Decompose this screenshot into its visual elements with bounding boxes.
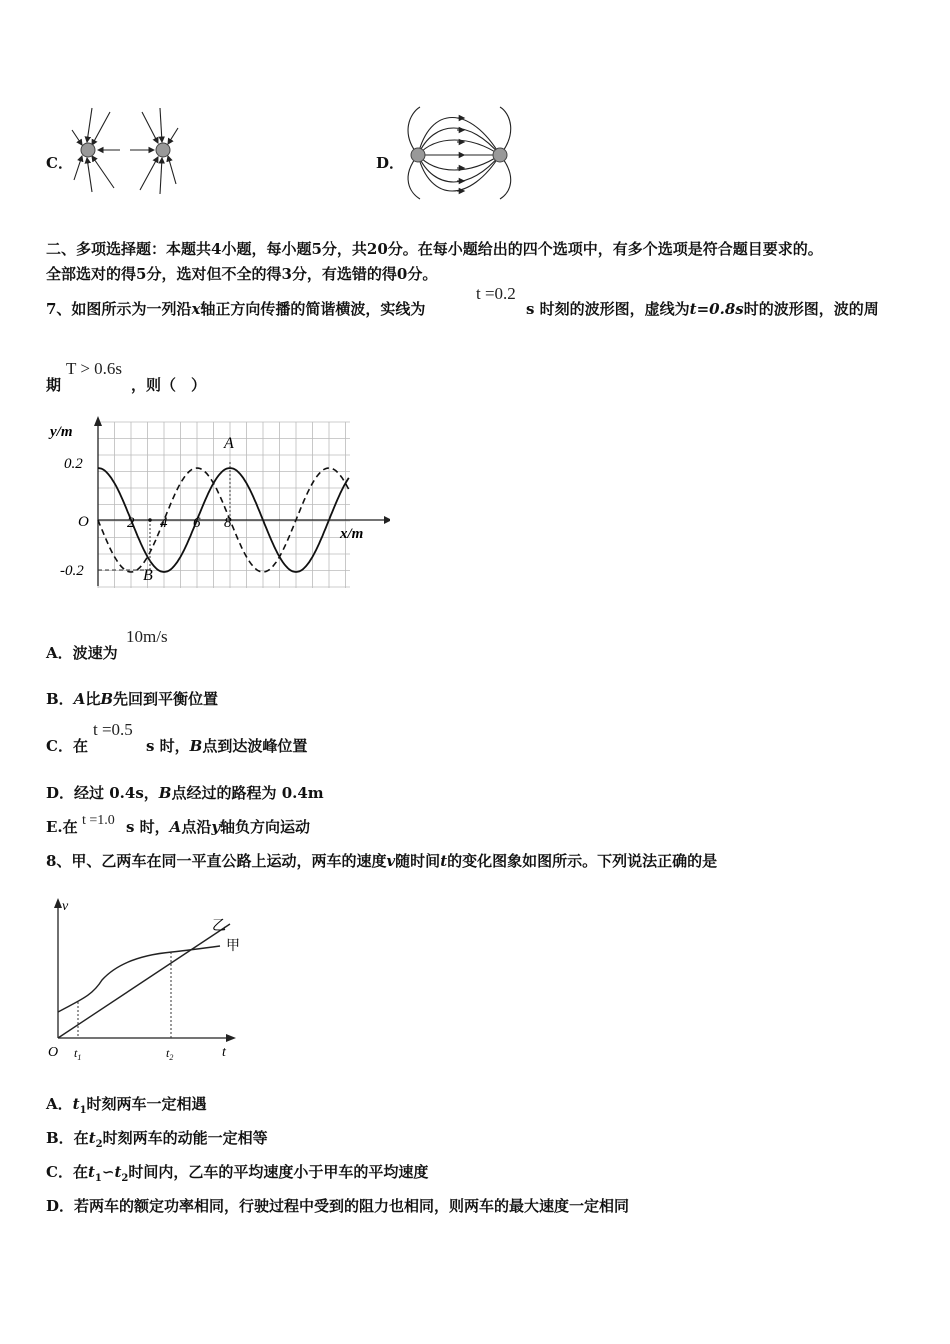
q8-stem: 8、甲、乙两车在同一平直公路上运动，两车的速度v随时间t的变化图象如图所示。下列说法正确的是 bbox=[46, 852, 718, 870]
line-yi bbox=[58, 924, 230, 1038]
wave-graph bbox=[40, 410, 390, 600]
wave-point-b: B bbox=[143, 567, 153, 584]
q7-stem-line1b: s 时刻的波形图，虚线为t=0.8s时的波形图，波的周 bbox=[526, 300, 879, 318]
vt-label-yi: 乙 bbox=[212, 919, 226, 934]
q7-option-a: A．波速为 bbox=[46, 644, 118, 662]
vt-t1: $t_1$ bbox=[74, 1046, 82, 1062]
wave-origin: O bbox=[78, 514, 89, 530]
vt-graph bbox=[40, 890, 260, 1065]
curve-jia bbox=[58, 946, 220, 1012]
q7-stem-paren: ，则（ ） bbox=[131, 376, 207, 394]
option-d-label: D． bbox=[376, 154, 405, 172]
wave-tick-4: 4 bbox=[160, 515, 168, 531]
q8-option-c: C．在$t_1∽t_2$时间内，乙车的平均速度小于甲车的平均速度 bbox=[46, 1163, 429, 1184]
q7-option-c-time: t =0.5 bbox=[93, 720, 133, 739]
option-c-label: C． bbox=[46, 154, 73, 172]
wave-tick-2: 2 bbox=[127, 515, 135, 531]
q7-t-eq: t =0.2 bbox=[476, 284, 516, 303]
section-line-2: 全部选对的得5分，选对但不全的得3分，有选错的得0分。 bbox=[46, 265, 438, 283]
field-diagram-c bbox=[70, 100, 190, 200]
wave-ylabel: y/m bbox=[50, 424, 73, 440]
vt-v-label: v bbox=[62, 899, 69, 914]
wave-xlabel: x/m bbox=[340, 526, 364, 542]
q7-option-e-rest: s 时，A点沿y轴负方向运动 bbox=[126, 818, 311, 836]
q7-option-a-speed: 10m/s bbox=[126, 627, 168, 646]
vt-label-jia: 甲 bbox=[226, 939, 240, 954]
q7-option-e-label: E.在 bbox=[46, 818, 78, 836]
q8-option-b: B．在$t_2$时刻两车的动能一定相等 bbox=[46, 1129, 268, 1150]
q7-option-c-rest: s 时，B点到达波峰位置 bbox=[146, 737, 308, 755]
q7-option-d: D．经过 0.4s，B点经过的路程为 0.4m bbox=[46, 784, 324, 802]
q7-period: T > 0.6s bbox=[66, 359, 123, 378]
wave-point-a: A bbox=[224, 435, 234, 452]
q7-stem-line2: 期 bbox=[46, 376, 62, 394]
vt-origin: O bbox=[48, 1045, 59, 1060]
q8-option-a: A．$t_1$时刻两车一定相遇 bbox=[46, 1095, 207, 1116]
wave-tick-neg-0-2: -0.2 bbox=[60, 563, 84, 579]
q7-option-e-time: t =1.0 bbox=[82, 813, 115, 828]
section-line-1: 二、多项选择题：本题共4小题，每小题5分，共20分。在每小题给出的四个选项中，有多个选项是符合题目要求的。 bbox=[46, 240, 823, 258]
q7-option-c-label: C．在 bbox=[46, 737, 88, 755]
wave-tick-8: 8 bbox=[224, 515, 232, 531]
q7-stem-line1: 7、如图所示为一列沿x轴正方向传播的简谐横波，实线为 bbox=[46, 300, 426, 318]
field-diagram-d bbox=[400, 103, 520, 203]
q8-option-d: D．若两车的额定功率相同，行驶过程中受到的阻力也相同，则两车的最大速度一定相同 bbox=[46, 1197, 630, 1215]
vt-t-label: t bbox=[222, 1045, 226, 1060]
wave-tick-6: 6 bbox=[193, 515, 201, 531]
wave-tick-0-2: 0.2 bbox=[64, 456, 83, 472]
q7-option-b: B．A比B先回到平衡位置 bbox=[46, 690, 219, 708]
vt-t2: $t_2$ bbox=[166, 1046, 174, 1062]
